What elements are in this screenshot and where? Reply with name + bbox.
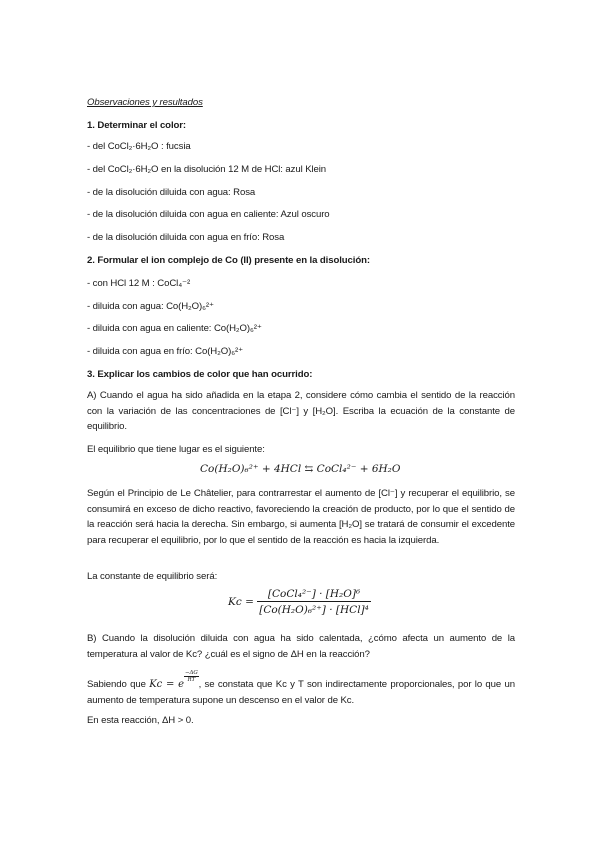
section-1-title: 1. Determinar el color:: [87, 120, 187, 131]
color-item-3: - de la disolución diluida con agua: Rosa: [87, 187, 256, 198]
part-a-question: A) Cuando el agua ha sido añadida en la etapa 2, considere cómo cambia el sentido de la reacción con la variación de las concentraciones de [Cl⁻] y [H₂O]. Escriba la ecuación de la constante de equilibrio.: [87, 390, 515, 432]
complex-item-2: - diluida con agua: Co(H₂O)₆²⁺: [87, 301, 214, 312]
color-item-5: - de la disolución diluida con agua en frío: Rosa: [87, 232, 285, 243]
kc-fraction: [257, 588, 371, 616]
kc-equation: [228, 588, 371, 616]
section-3-title: 3. Explicar los cambios de color que han ocurrido:: [87, 369, 313, 380]
part-b-question: B) Cuando la disolución diluida con agua ha sido calentada, ¿cómo afecta un aumento de la temperatura al valor de Kc? ¿cuál es el signo de ΔH en la reacción?: [87, 633, 515, 660]
complex-item-4: - diluida con agua en frío: Co(H₂O)₆²⁺: [87, 346, 244, 357]
kc-temperature-prefix: Sabiendo que: [87, 679, 146, 690]
complex-item-1: - con HCl 12 M : CoCl₄⁻²: [87, 278, 191, 289]
color-item-1: - del CoCl₂·6H₂O : fucsia: [87, 141, 191, 152]
equilibrium-intro: El equilibrio que tiene lugar es el siguiente:: [87, 444, 265, 455]
kc-denominator: [Co(H₂O)₆²⁺] · [HCl]⁴: [259, 604, 369, 616]
section-2-title: 2. Formular el ion complejo de Co (II) presente en la disolución:: [87, 255, 370, 266]
kc-exp-numerator: −ΔG: [184, 670, 198, 676]
color-item-2: - del CoCl₂·6H₂O en la disolución 12 M de HCl: azul Klein: [87, 164, 327, 175]
kc-numerator: [CoCl₄²⁻] · [H₂O]⁶: [257, 588, 371, 602]
kc-exp-denominator: RT: [187, 677, 196, 683]
kc-intro: La constante de equilibrio será:: [87, 571, 218, 582]
kc-temperature-paragraph: [87, 670, 515, 708]
kc-exp-fraction: [184, 670, 199, 683]
complex-item-3: - diluida con agua en caliente: Co(H₂O)₆²⁺: [87, 323, 262, 334]
le-chatelier-paragraph: Según el Principio de Le Châtelier, para contrarrestar el aumento de [Cl⁻] y recuperar el equilibrio, se consumirá en exceso de dicho reactivo, favoreciendo la creación de producto, por lo que el sentido de la reacción será hacia la derecha. Sin embargo, si aumenta [H₂O] se tratará de consumir el excedente para recuperar el equilibrio, por lo que el sentido de la reacción es hacia la izquierda.: [87, 488, 515, 546]
kc-lhs: Kc =: [228, 596, 254, 608]
conclusion: En esta reacción, ΔH > 0.: [87, 715, 194, 726]
kc-exp-base: Kc = e: [149, 679, 184, 690]
equilibrium-equation: Co(H₂O)₆²⁺ + 4HCl ⇆ CoCl₄²⁻ + 6H₂O: [200, 463, 401, 475]
kc-temperature-suffix: , se constata que Kc y T son indirectamente proporcionales, por lo que un aumento de temperatura supone un descenso en el valor de Kc.: [87, 679, 515, 706]
color-item-4: - de la disolución diluida con agua en caliente: Azul oscuro: [87, 209, 330, 220]
page-heading: Observaciones y resultados: [87, 97, 203, 108]
